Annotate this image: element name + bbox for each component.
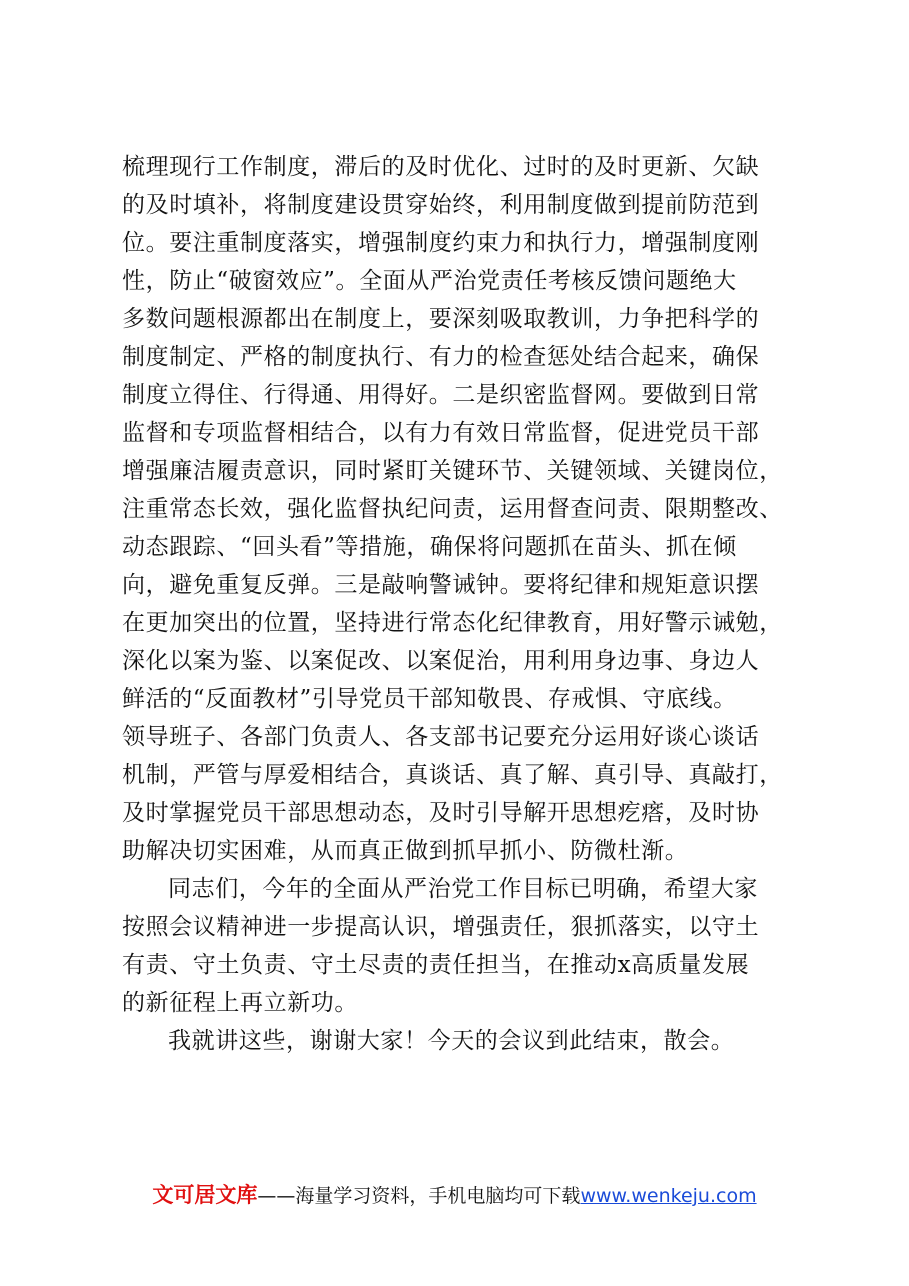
- footer-brand: 文可居文库: [152, 1183, 258, 1207]
- footer-tagline: ——海量学习资料，手机电脑均可下载: [257, 1185, 581, 1207]
- text-line: 深化以案为鉴、以案促改、以案促治，用利用身边事、身边人: [122, 648, 760, 674]
- document-body: [122, 148, 809, 1060]
- text-line: 梳理现行工作制度，滞后的及时优化、过时的及时更新、欠缺: [122, 154, 760, 180]
- text-line: 动态跟踪、“回头看”等措施，确保将问题抓在苗头、抓在倾: [122, 534, 737, 560]
- text-line: 位。要注重制度落实，增强制度约束力和执行力，增强制度刚: [122, 230, 760, 256]
- text-line: 制度制定、严格的制度执行、有力的检查惩处结合起来，确保: [122, 344, 760, 370]
- text-line: 领导班子、各部门负责人、各支部书记要充分运用好谈心谈话: [122, 724, 760, 750]
- text-line: 鲜活的“反面教材”引导党员干部知敬畏、存戒惧、守底线。: [122, 686, 737, 712]
- text-line: 有责、守土负责、守土尽责的责任担当，在推动x高质量发展: [122, 952, 750, 978]
- text-line: 我就讲这些，谢谢大家！今天的会议到此结束，散会。: [168, 1028, 735, 1054]
- footer-banner: [0, 1181, 909, 1210]
- text-line: 机制，严管与厚爱相结合，真谈话、真了解、真引导、真敲打，: [122, 762, 783, 788]
- text-line: 增强廉洁履责意识，同时紧盯关键环节、关键领域、关键岗位，: [122, 458, 783, 484]
- text-line: 监督和专项监督相结合，以有力有效日常监督，促进党员干部: [122, 420, 760, 446]
- text-line: 及时掌握党员干部思想动态，及时引导解开思想疙瘩，及时协: [122, 800, 760, 826]
- footer-website-link[interactable]: www.wenkeju.com: [580, 1185, 757, 1207]
- text-line: 注重常态长效，强化监督执纪问责，运用督查问责、限期整改、: [122, 496, 783, 522]
- text-line: 的新征程上再立新功。: [122, 990, 358, 1016]
- text-line: 在更加突出的位置，坚持进行常态化纪律教育，用好警示诫勉，: [122, 610, 783, 636]
- text-line: 的及时填补，将制度建设贯穿始终，利用制度做到提前防范到: [122, 192, 760, 218]
- paragraph-continuation: [122, 148, 809, 870]
- text-line: 向，避免重复反弹。三是敲响警诫钟。要将纪律和规矩意识摆: [122, 572, 760, 598]
- paragraph-final: [122, 1022, 809, 1060]
- text-line: 性，防止“破窗效应”。全面从严治党责任考核反馈问题绝大: [122, 268, 737, 294]
- paragraph-closing: [122, 870, 809, 1022]
- text-line: 多数问题根源都出在制度上，要深刻吸取教训，力争把科学的: [122, 306, 760, 332]
- text-line: 助解决切实困难，从而真正做到抓早抓小、防微杜渐。: [122, 838, 689, 864]
- text-line: 按照会议精神进一步提高认识，增强责任，狠抓落实，以守土: [122, 914, 760, 940]
- text-line: 制度立得住、行得通、用得好。二是织密监督网。要做到日常: [122, 382, 760, 408]
- text-line: 同志们，今年的全面从严治党工作目标已明确，希望大家: [168, 876, 758, 902]
